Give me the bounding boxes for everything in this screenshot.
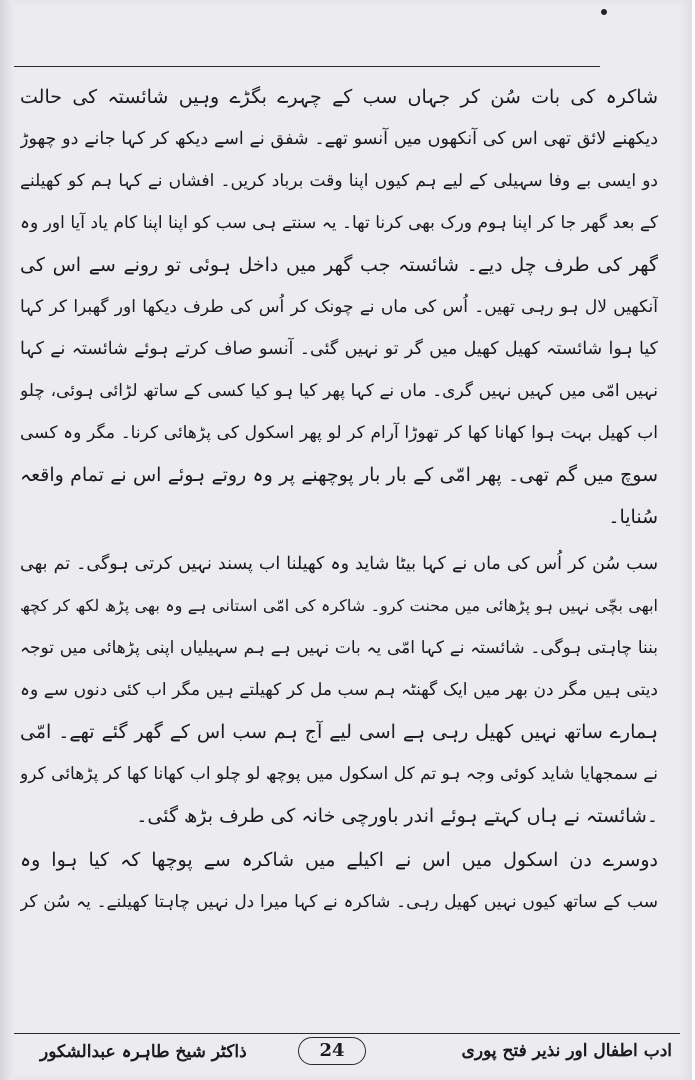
text-line: سُنایا۔ (608, 506, 658, 528)
text-line: ۔شائستہ نے ہاں کہتے ہوئے اندر باورچی خانہ کی طرف بڑھ گئی۔ (136, 805, 658, 827)
paragraph-3 (20, 839, 658, 923)
page-body (20, 76, 658, 923)
text-line: دیتی ہیں مگر دن بھر میں ایک گھنٹہ ہم سب مل کر کھیلتے ہیں مگر اب کئی دنوں سے وہ (20, 680, 658, 700)
text-line: دیکھنے لائق تھی اس کی آنکھوں میں آنسو تھے۔ شفق نے اسے دیکھ کر کہا جانے دو چھوڑ (20, 129, 658, 149)
text-line: آنکھیں لال ہو رہی تھیں۔ اُس کی ماں نے چونک کر اُس کی طرف دیکھا اور گھبرا کر کہا (20, 297, 658, 317)
text-line: نے سمجھایا شاید کوئی وجہ ہو تم کل اسکول میں پوچھ لو چلو اب کھانا کھا کر پڑھائی کرو (20, 764, 658, 784)
footer-book-title: ادب اطفال اور نذیر فتح پوری (461, 1041, 672, 1061)
text-line: ہمارے ساتھ نہیں کھیل رہی ہے اسی لیے آج ہم سب اس کے گھر گئے تھے۔ امّی (20, 721, 658, 743)
text-line: کے بعد گھر جا کر اپنا ہوم ورک بھی کرنا تھا۔ یہ سنتے ہی سب کو اپنا اپنا کام یاد آیا اور وہ (20, 213, 658, 233)
paragraph-1 (20, 76, 658, 538)
text-line: شاکرہ کی بات سُن کر جہاں سب کے چہرے بگڑے وہیں شائستہ کی حالت (20, 86, 658, 108)
text-line: دو ایسی بے وفا سہیلی کے لیے ہم کیوں اپنا وقت برباد کریں۔ افشاں نے کہا ہم کو کھیلنے (20, 171, 658, 191)
text-line: اب کھیل بہت ہوا کھانا کھا کر تھوڑا آرام کر لو پھر اسکول کی پڑھائی کرنا۔ مگر وہ کسی (20, 423, 658, 443)
text-line: سب سُن کر اُس کی ماں نے کہا بیٹا شاید وہ کھیلنا اب پسند نہیں کرتی ہوگی۔ تم بھی (20, 554, 658, 574)
paragraph-2 (20, 543, 658, 837)
text-line: نہیں امّی میں کہیں نہیں گری۔ ماں نے کہا پھر کیا ہو کیا کسی کے ساتھ لڑائی ہوئی، چلو (20, 381, 658, 401)
text-line: سوچ میں گم تھی۔ پھر امّی کے بار بار پوچھنے پر وہ روتے ہوئے اس نے تمام واقعہ (20, 464, 658, 486)
footer-author: ذاکٹر شیخ طاہرہ عبدالشکور (40, 1042, 247, 1062)
text-line: ابھی بچّی نہیں ہو پڑھائی میں محنت کرو۔ شاکرہ کی امّی استانی ہے وہ بھی پڑھ لکھ کر کچھ (20, 596, 658, 615)
text-line: سب کے ساتھ کیوں نہیں کھیل رہی۔ شاکرہ نے کہا میرا دل نہیں چاہتا کھیلنے۔ یہ سُن کر (20, 892, 658, 912)
text-line: دوسرے دن اسکول میں اس نے اکیلے میں شاکرہ سے پوچھا کہ کیا ہوا وہ (20, 849, 658, 871)
text-line: کیا ہوا شائستہ کھیل کھیل میں گر تو نہیں گئی۔ آنسو صاف کرتے ہوئے شائستہ نے کہا (20, 339, 658, 359)
text-line: گھر کی طرف چل دیے۔ شائستہ جب گھر میں داخل ہوئی تو رونے سے اس کی (20, 254, 658, 276)
header-rule (14, 66, 600, 67)
ink-dot (601, 9, 607, 15)
text-line: بننا چاہتی ہوگی۔ شائستہ نے کہا امّی یہ بات نہیں ہے ہم سہیلیاں اپنی پڑھائی میں توجہ (20, 638, 658, 658)
page-footer (14, 1037, 680, 1067)
footer-rule (14, 1033, 680, 1034)
page-number: 24 (298, 1037, 366, 1065)
